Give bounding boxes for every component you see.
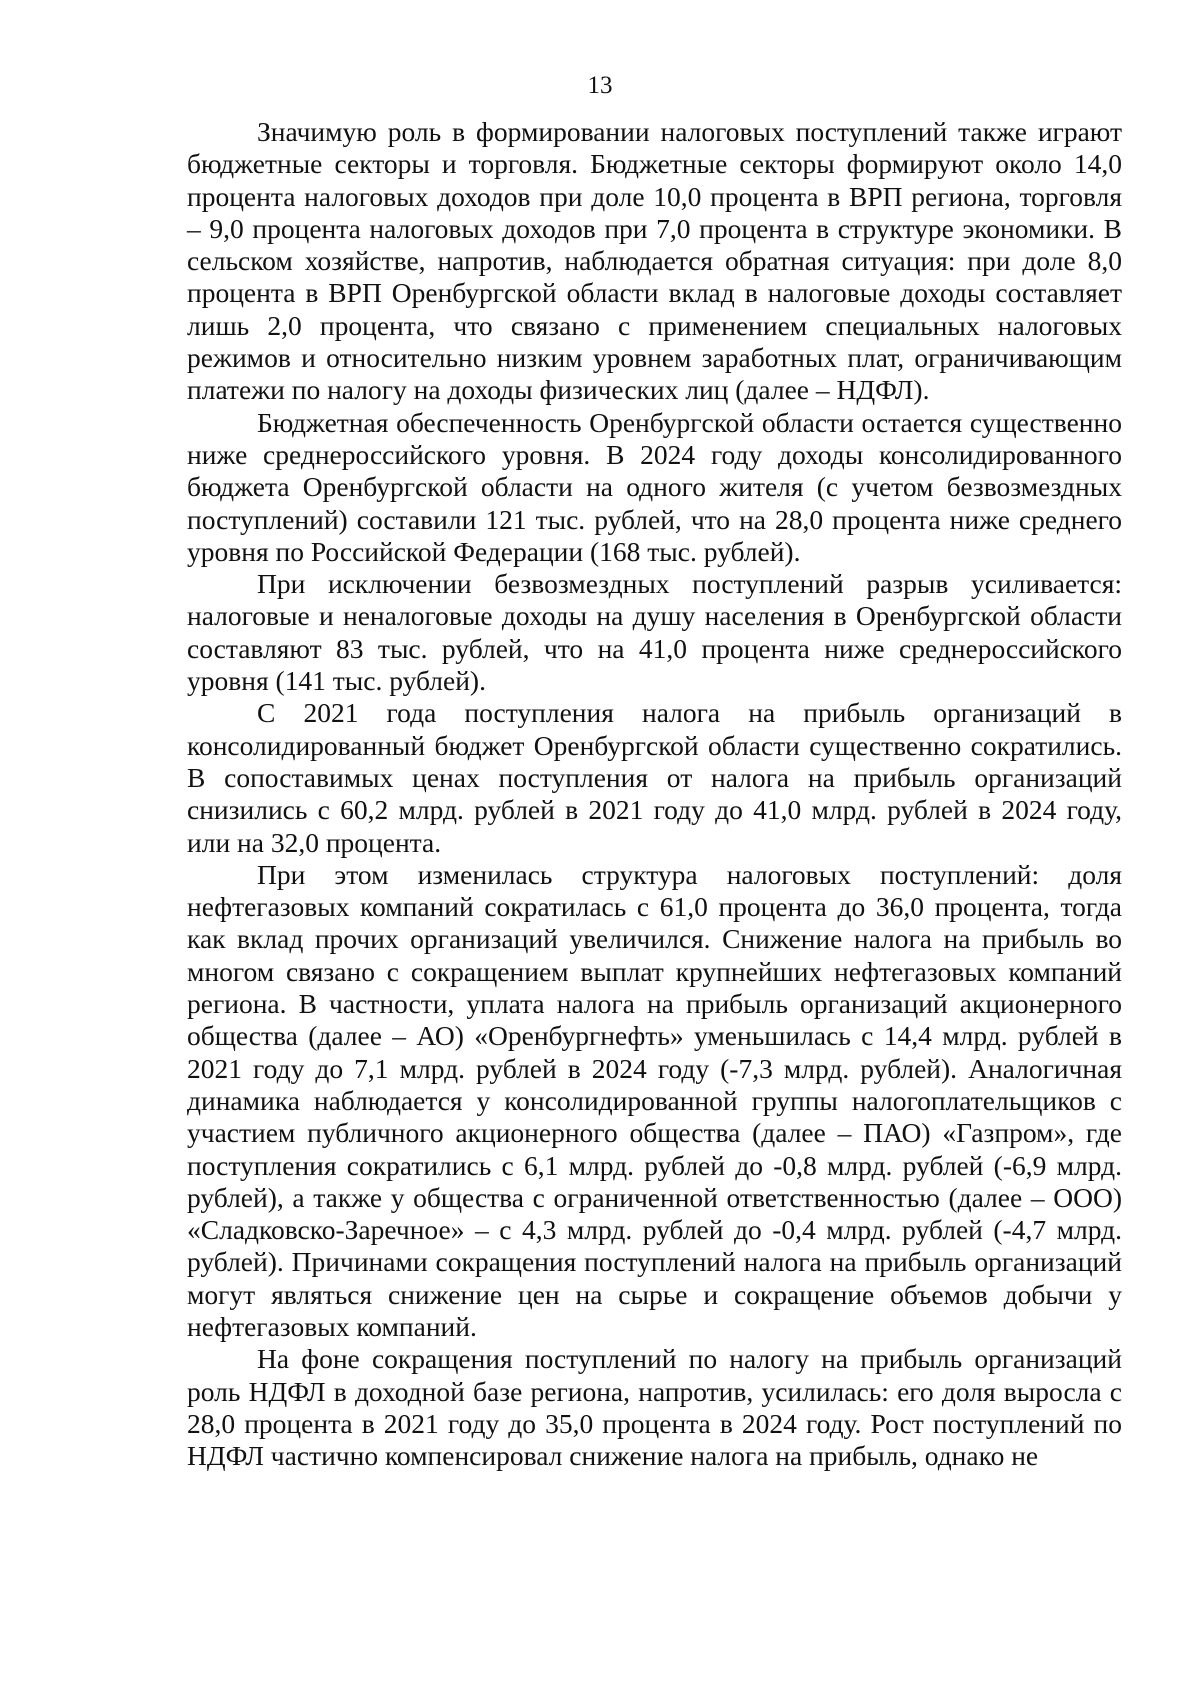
paragraph-profit-tax-decline: С 2021 года поступления налога на прибыль организаций в консолидированный бюджет Оренбургской области существенно сократились. В сопоставимых ценах поступления от налога на прибыль организаций снизились с 60,2 млрд. рублей в 2021 году до 41,0 млрд. рублей в 2024 году, или на 32,0 процента.: [187, 697, 1122, 858]
page-number: 13: [587, 72, 613, 99]
paragraph-tax-sectors: Значимую роль в формировании налоговых поступлений также играют бюджетные секторы и торговля. Бюджетные секторы формируют около 14,0 процента налоговых доходов при доле 10,0 процента в ВРП региона, торговля – 9,0 процента налоговых доходов при 7,0 процента в структуре экономики. В сельском хозяйстве, напротив, наблюдается обратная ситуация: при доле 8,0 процента в ВРП Оренбургской области вклад в налоговые доходы составляет лишь 2,0 процента, что связано с применением специальных налоговых режимов и относительно низким уровнем заработных плат, ограничивающим платежи по налогу на доходы физических лиц (далее – НДФЛ).: [187, 116, 1122, 406]
paragraph-ndfl-role: На фоне сокращения поступлений по налогу на прибыль организаций роль НДФЛ в доходной базе региона, напротив, усилилась: его доля выросла с 28,0 процента в 2021 году до 35,0 процента в 2024 году. Рост поступлений по НДФЛ частично компенсировал снижение налога на прибыль, однако не: [187, 1343, 1122, 1472]
paragraph-tax-structure-change: При этом изменилась структура налоговых поступлений: доля нефтегазовых компаний сократилась с 61,0 процента до 36,0 процента, тогда как вклад прочих организаций увеличился. Снижение налога на прибыль во многом связано с сокращением выплат крупнейших нефтегазовых компаний региона. В частности, уплата налога на прибыль организаций акционерного общества (далее – АО) «Оренбургнефть» уменьшилась с 14,4 млрд. рублей в 2021 году до 7,1 млрд. рублей в 2024 году (-7,3 млрд. рублей). Аналогичная динамика наблюдается у консолидированной группы налогоплательщиков с участием публичного акционерного общества (далее – ПАО) «Газпром», где поступления сократились с 6,1 млрд. рублей до -0,8 млрд. рублей (-6,9 млрд. рублей), а также у общества с ограниченной ответственностью (далее – ООО) «Сладковско-Заречное» – с 4,3 млрд. рублей до -0,4 млрд. рублей (-4,7 млрд. рублей). Причинами сокращения поступлений налога на прибыль организаций могут являться снижение цен на сырье и сокращение объемов добычи у нефтегазовых компаний.: [187, 858, 1122, 1342]
paragraph-budget-provision: Бюджетная обеспеченность Оренбургской области остается существенно ниже среднероссийского уровня. В 2024 году доходы консолидированного бюджета Оренбургской области на одного жителя (с учетом безвозмездных поступлений) составили 121 тыс. рублей, что на 28,0 процента ниже среднего уровня по Российской Федерации (168 тыс. рублей).: [187, 406, 1122, 567]
document-body: [187, 116, 1122, 1472]
paragraph-gratuitous-receipts-gap: При исключении безвозмездных поступлений разрыв усиливается: налоговые и неналоговые доходы на душу населения в Оренбургской области составляют 83 тыс. рублей, что на 41,0 процента ниже среднероссийского уровня (141 тыс. рублей).: [187, 568, 1122, 697]
